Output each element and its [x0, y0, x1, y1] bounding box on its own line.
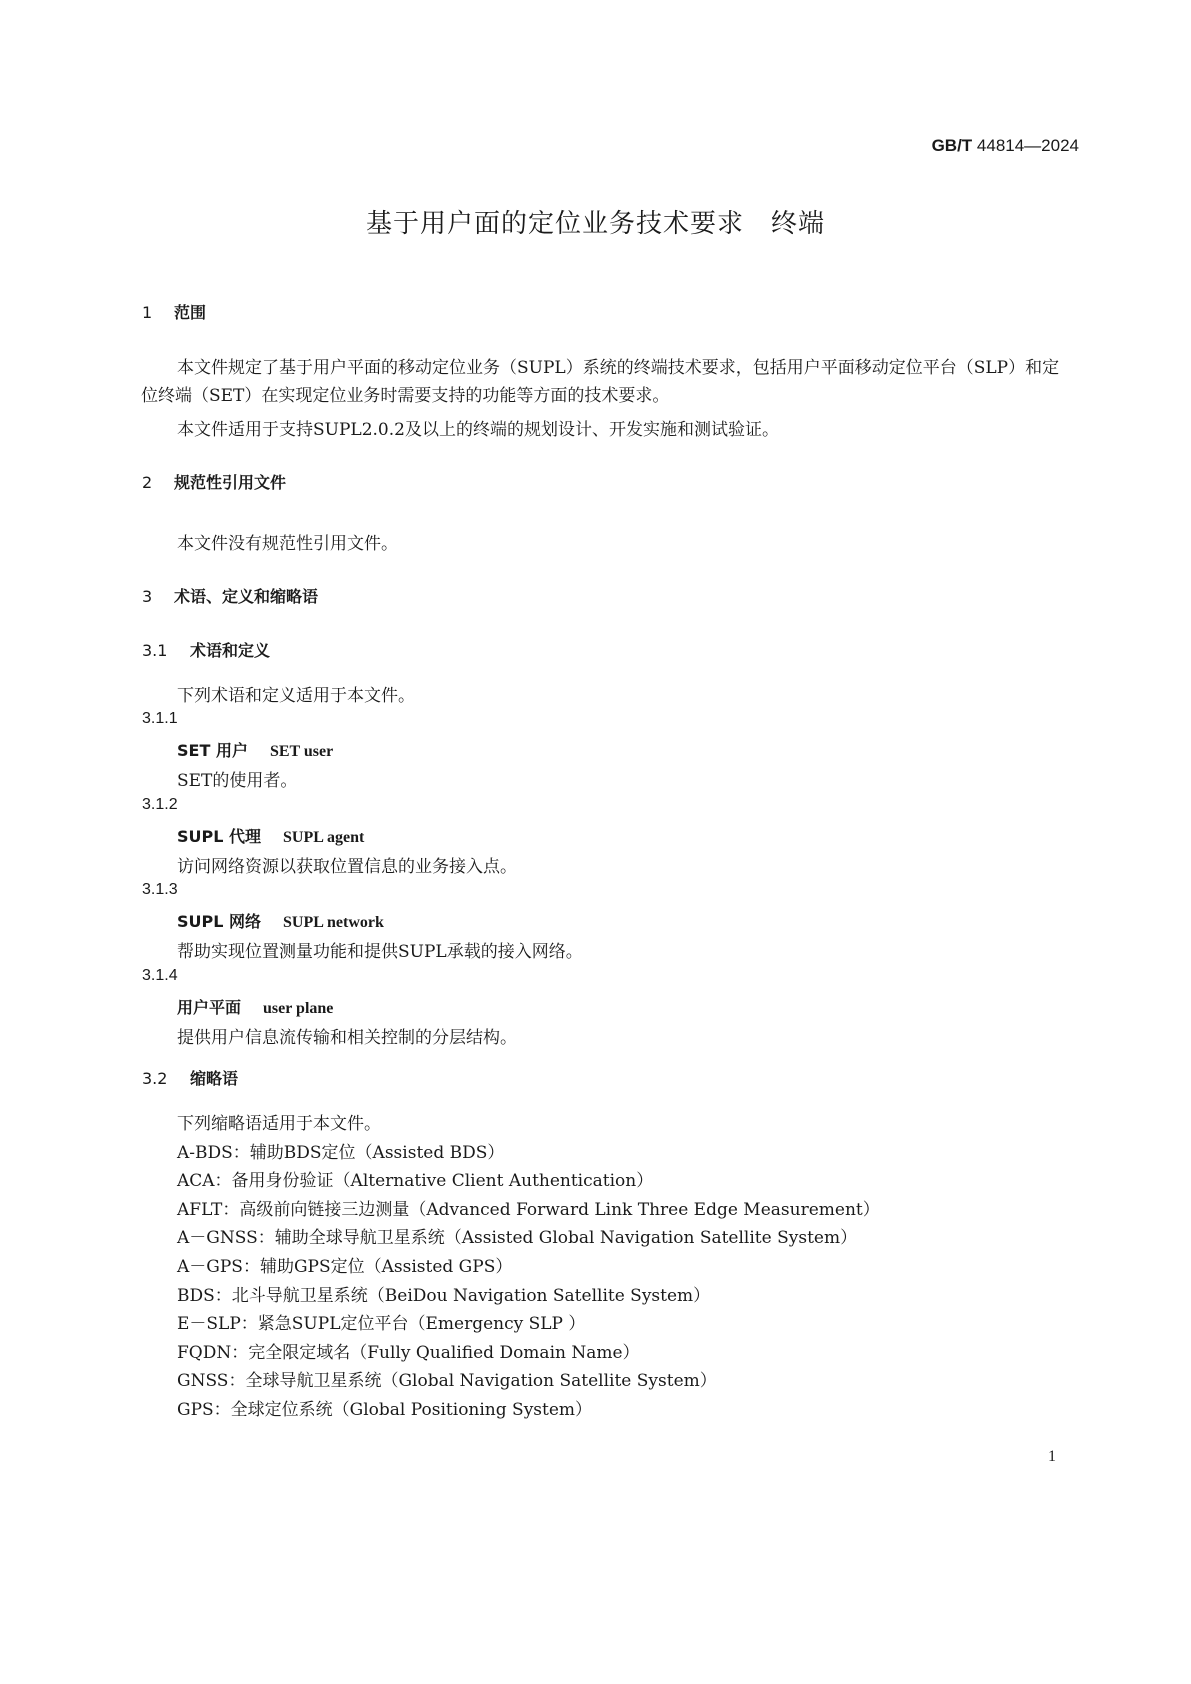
scope-paragraph-1: 本文件规定了基于用户平面的移动定位业务（SUPL）系统的终端技术要求，包括用户平面移动定位平台（SLP）和定位终端（SET）在实现定位业务时需要支持的功能等方面的技术要求。: [141, 358, 1060, 406]
abbreviation-item: FQDN：完全限定域名（Fully Qualified Domain Name）: [177, 1343, 640, 1363]
section-title: 规范性引用文件: [174, 473, 287, 492]
terms-intro: 下列术语和定义适用于本文件。: [177, 686, 415, 706]
term-zh: SET 用户: [177, 741, 248, 760]
term-entry: [177, 909, 384, 932]
term-definition: 访问网络资源以获取位置信息的业务接入点。: [177, 857, 517, 877]
abbreviation-item: A－GPS：辅助GPS定位（Assisted GPS）: [177, 1257, 513, 1277]
section-number: 1: [142, 303, 153, 322]
term-entry: [177, 738, 333, 761]
term-en: user plane: [263, 1000, 334, 1017]
term-en: SUPL agent: [283, 829, 365, 846]
standard-prefix: GB/T: [931, 136, 973, 155]
abbreviation-item: A－GNSS：辅助全球导航卫星系统（Assisted Global Navigation Satellite System）: [177, 1228, 858, 1248]
term-definition: SET的使用者。: [177, 771, 298, 791]
standard-code: [932, 136, 1079, 156]
section-1-heading: [142, 300, 206, 323]
section-2-heading: [142, 470, 286, 493]
normative-references-paragraph: 本文件没有规范性引用文件。: [177, 534, 398, 554]
section-number: 3.2: [142, 1069, 168, 1088]
term-number: 3.1.1: [142, 710, 178, 727]
term-number: 3.1.4: [142, 967, 178, 984]
abbreviations-intro: 下列缩略语适用于本文件。: [177, 1114, 381, 1134]
section-title: 范围: [174, 303, 207, 322]
term-zh: 用户平面: [177, 998, 242, 1017]
standard-number: 44814—2024: [976, 136, 1079, 155]
abbreviation-item: A-BDS：辅助BDS定位（Assisted BDS）: [177, 1143, 505, 1163]
section-3-heading: [142, 584, 318, 607]
section-number: 3.1: [142, 641, 168, 660]
abbreviation-item: E－SLP：紧急SUPL定位平台（Emergency SLP ）: [177, 1314, 586, 1334]
page-number: 1: [1048, 1448, 1056, 1465]
term-definition: 帮助实现位置测量功能和提供SUPL承载的接入网络。: [177, 942, 583, 962]
section-number: 3: [142, 587, 153, 606]
document-title: 基于用户面的定位业务技术要求 终端: [365, 209, 825, 239]
term-number: 3.1.2: [142, 796, 178, 813]
section-3-2-heading: [142, 1066, 238, 1089]
abbreviation-item: AFLT：高级前向链接三边测量（Advanced Forward Link Three Edge Measurement）: [177, 1200, 880, 1220]
abbreviation-item: ACA：备用身份验证（Alternative Client Authentication）: [177, 1171, 654, 1191]
term-number: 3.1.3: [142, 881, 178, 898]
term-zh: SUPL 代理: [177, 827, 262, 846]
abbreviation-item: BDS：北斗导航卫星系统（BeiDou Navigation Satellite System）: [177, 1286, 711, 1306]
abbreviation-item: GNSS：全球导航卫星系统（Global Navigation Satellite System）: [177, 1371, 717, 1391]
abbreviation-item: GPS：全球定位系统（Global Positioning System）: [177, 1400, 593, 1420]
section-title: 术语、定义和缩略语: [174, 587, 319, 606]
term-entry: [177, 824, 364, 847]
section-3-1-heading: [142, 638, 270, 661]
section-title: 缩略语: [190, 1069, 239, 1088]
section-number: 2: [142, 473, 153, 492]
term-en: SUPL network: [283, 914, 384, 931]
term-entry: [177, 995, 333, 1018]
section-title: 术语和定义: [190, 641, 271, 660]
scope-paragraph-2: 本文件适用于支持SUPL2.0.2及以上的终端的规划设计、开发实施和测试验证。: [177, 420, 779, 440]
term-en: SET user: [269, 743, 334, 760]
term-zh: SUPL 网络: [177, 912, 262, 931]
term-definition: 提供用户信息流传输和相关控制的分层结构。: [177, 1028, 517, 1048]
